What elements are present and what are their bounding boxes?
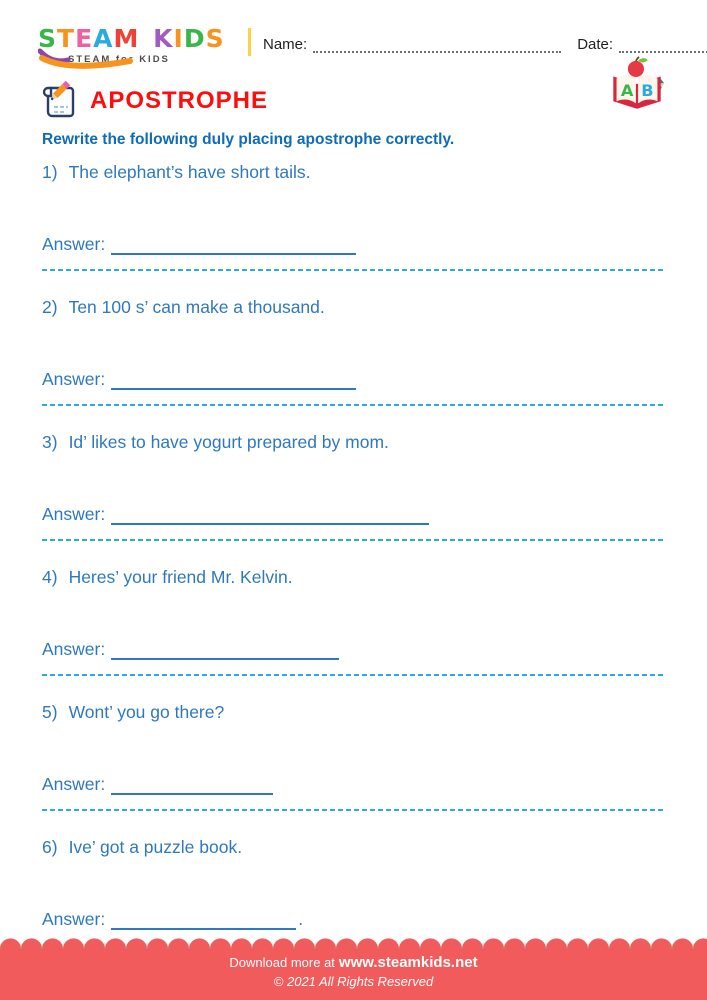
- abc-book-icon: [609, 56, 665, 112]
- logo-letter: K: [153, 24, 174, 53]
- steam-kids-logo: [38, 26, 246, 65]
- footer-download-prefix: Download more at: [229, 955, 335, 970]
- footer-body: [0, 949, 707, 1000]
- answer-suffix: .: [298, 909, 304, 929]
- title-row: [0, 65, 707, 121]
- svg-text:B: B: [641, 80, 654, 100]
- footer-download-line: [0, 954, 707, 971]
- logo-letter: E: [75, 24, 94, 53]
- answer-row: [42, 773, 665, 795]
- footer-copyright: © 2021 All Rights Reserved: [273, 974, 434, 989]
- question-sentence: The elephant’s have short tails.: [68, 162, 311, 182]
- logo-letter: S: [205, 24, 225, 53]
- question-number: 6): [42, 837, 58, 857]
- question-text: [42, 161, 665, 183]
- answer-row: [42, 908, 665, 930]
- question-block: [42, 431, 665, 541]
- answer-blank-line[interactable]: [111, 775, 273, 795]
- instruction-text: Rewrite the following duly placing apostrophe correctly.: [42, 131, 455, 148]
- answer-row: [42, 638, 665, 660]
- answer-blank-line[interactable]: [111, 505, 429, 525]
- answer-row: [42, 368, 665, 390]
- logo-letter: I: [173, 24, 184, 53]
- question-block: [42, 836, 665, 930]
- dashed-separator: [42, 269, 665, 271]
- question-sentence: Ive’ got a puzzle book.: [68, 837, 243, 857]
- question-number: 4): [42, 567, 58, 587]
- logo-letter: T: [57, 24, 76, 53]
- header-divider: [248, 28, 251, 56]
- pencil-paper-icon: [40, 81, 80, 121]
- answer-label: Answer:: [42, 639, 106, 659]
- answer-label: Answer:: [42, 504, 106, 524]
- answer-label: Answer:: [42, 909, 106, 929]
- answer-blank-line[interactable]: [111, 910, 296, 930]
- logo-tagline: STEAM for KIDS: [68, 54, 170, 65]
- question-text: [42, 836, 665, 858]
- logo-letter: M: [113, 24, 140, 53]
- question-sentence: Ten 100 s’ can make a thousand.: [68, 297, 325, 317]
- answer-label: Answer:: [42, 369, 106, 389]
- question-block: [42, 161, 665, 271]
- name-date-row: [263, 26, 707, 53]
- date-blank-line[interactable]: [619, 40, 707, 53]
- name-label: Name:: [263, 36, 308, 53]
- name-blank-line[interactable]: [313, 40, 561, 53]
- question-number: 2): [42, 297, 58, 317]
- header: [0, 0, 707, 65]
- question-text: [42, 296, 665, 318]
- footer-site-link[interactable]: www.steamkids.net: [338, 954, 478, 971]
- logo-letter: A: [93, 24, 114, 53]
- dashed-separator: [42, 539, 665, 541]
- question-block: [42, 701, 665, 811]
- question-number: 3): [42, 432, 58, 452]
- dashed-separator: [42, 674, 665, 676]
- svg-text:A: A: [620, 80, 634, 100]
- question-sentence: Wont’ you go there?: [68, 702, 225, 722]
- answer-blank-line[interactable]: [111, 235, 356, 255]
- answer-blank-line[interactable]: [111, 370, 356, 390]
- question-list: [0, 161, 707, 930]
- question-block: [42, 296, 665, 406]
- logo-swoosh-icon: [38, 48, 148, 70]
- footer-scalloped-edge: [0, 938, 707, 949]
- question-text: [42, 701, 665, 723]
- answer-label: Answer:: [42, 774, 106, 794]
- question-number: 5): [42, 702, 58, 722]
- logo-letter: S: [38, 24, 58, 53]
- answer-blank-line[interactable]: [111, 640, 339, 660]
- question-number: 1): [42, 162, 58, 182]
- answer-row: [42, 503, 665, 525]
- logo-letter: D: [183, 24, 206, 53]
- question-text: [42, 566, 665, 588]
- page-title: APOSTROPHE: [90, 87, 269, 114]
- answer-label: Answer:: [42, 234, 106, 254]
- dashed-separator: [42, 404, 665, 406]
- question-block: [42, 566, 665, 676]
- answer-row: [42, 233, 665, 255]
- date-label: Date:: [577, 36, 614, 53]
- question-sentence: Heres’ your friend Mr. Kelvin.: [68, 567, 293, 587]
- dashed-separator: [42, 809, 665, 811]
- question-text: [42, 431, 665, 453]
- question-sentence: Id’ likes to have yogurt prepared by mom.: [68, 432, 389, 452]
- footer: [0, 938, 707, 1000]
